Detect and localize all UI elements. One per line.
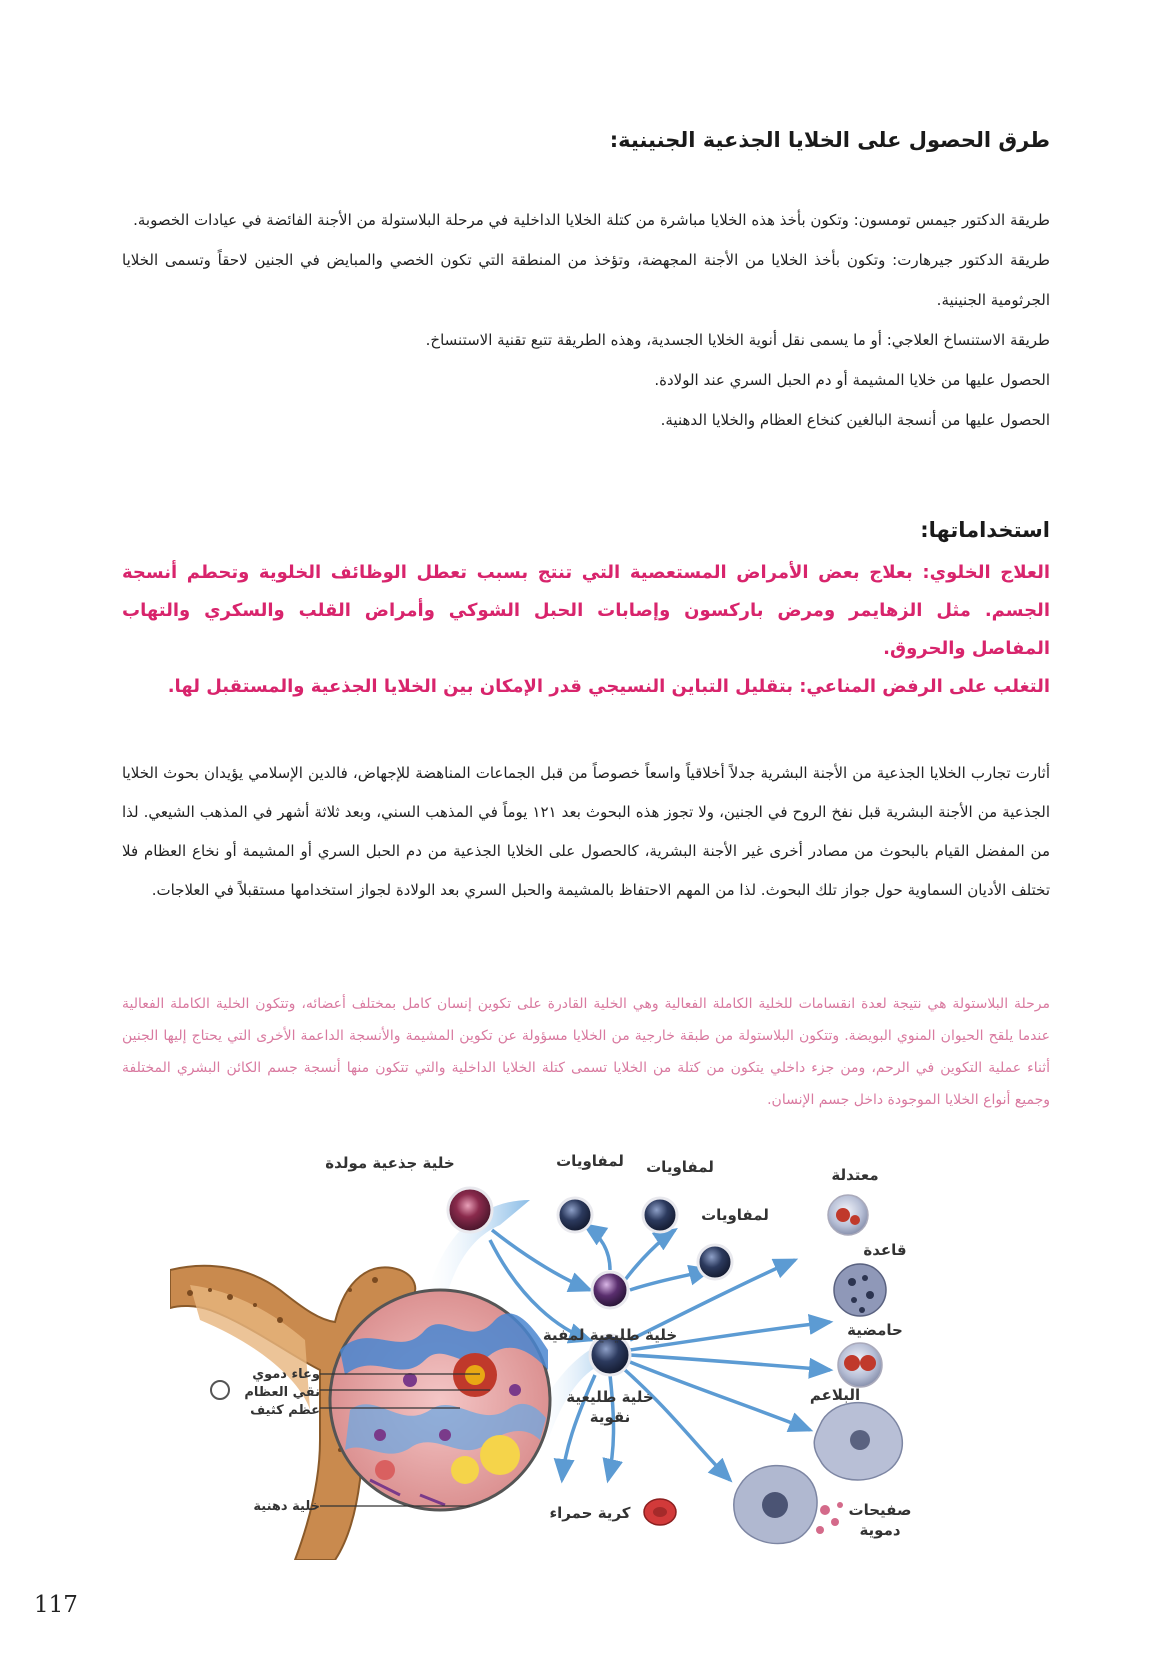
method-item: طريقة الدكتور جيمس تومسون: وتكون بأخذ هذه الخلايا مباشرة من كتلة الخلايا الداخلية في مرحلة البلاستولة من الأجنة الفائضة في عيادات الخصوبة. bbox=[133, 211, 1050, 229]
blastula-paragraph: مرحلة البلاستولة هي نتيجة لعدة انقسامات للخلية الكاملة الفعالية وهي الخلية القادرة على تكوين إنسان كامل بمختلف أعضائه، وتتكون الخلية الكاملة الفعالية عندما يلقح الحيوان المنوي البويضة. وتتكون البلاستولة من طبقة خارجية من الخلايا مسؤولة عن تكوين المشيمة والأنسجة الداعمة الأخرى التي يحتاج إليها الجنين أثناء عملية التكوين في الرحم، ومن جزء داخلي يتكون من كتلة من الخلايا تسمى كتلة الخلايا الداخلية والتي تتكون منها أنسجة جسم الكائن البشري المختلفة وجميع أنواع الخلايا الموجودة داخل جسم الإنسان. bbox=[122, 996, 1050, 1108]
method-item: طريقة الاستنساخ العلاجي: أو ما يسمى نقل أنوية الخلايا الجسدية، وهذه الطريقة تتبع تقنية الاستنساخ. bbox=[425, 331, 1050, 349]
label-basophil: قاعدة bbox=[863, 1241, 907, 1259]
label-fat-cell: خلية دهنية bbox=[253, 1499, 320, 1514]
method-item: الحصول عليها من أنسجة البالغين كنخاع العظام والخلايا الدهنية. bbox=[660, 411, 1050, 429]
page-number: 117 bbox=[34, 1592, 78, 1618]
label-platelets: دموية bbox=[859, 1521, 901, 1539]
ethics-paragraph: أثارت تجارب الخلايا الجذعية من الأجنة البشرية جدلاً أخلاقياً واسعاً خصوصاً من قبل الجماعات المناهضة للإجهاض، فالدين الإسلامي يؤيدان بحوث الخلايا الجذعية من الأجنة البشرية قبل نفخ الروح في الجنين، ولا تجوز هذه البحوث بعد ١٢١ يوماً في المذهب السني، وبعد ثلاثة أشهر في المذهب الشيعي. لذا من المفضل القيام بالبحوث من مصادر أخرى غير الأجنة البشرية، كالحصول على الخلايا الجذعية من دم الحبل السري أو المشيمة أو نخاع العظام فلا تختلف الأديان السماوية حول جواز تلك البحوث. لذا من المهم الاحتفاظ بالمشيمة والحبل السري بعد الولادة لجواز استخدامها مستقبلاً في العلاجات. bbox=[122, 764, 1050, 899]
lymphocyte-cell bbox=[558, 1198, 592, 1232]
label-lymphocytes: لمفاويات bbox=[556, 1152, 624, 1170]
label-lymphoid-progenitor: خلية طليعية لمفية bbox=[542, 1326, 678, 1344]
marrow-cross-section bbox=[330, 1290, 550, 1510]
label-lymphocytes: لمفاويات bbox=[646, 1158, 714, 1176]
lymphocyte-cell bbox=[643, 1198, 677, 1232]
use-item: العلاج الخلوي: بعلاج بعض الأمراض المستعصية التي تنتج بسبب تعطل الوظائف الخلوية وتحطم أنسجة الجسم. مثل الزهايمر ومرض باركسون وإصابات الحبل الشوكي وأمراض القلب والسكري والتهاب المفاصل والحروق. bbox=[122, 562, 1050, 659]
use-item: التغلب على الرفض المناعي: بتقليل التباين النسيجي قدر الإمكان بين الخلايا الجذعية والمستقبل لها. bbox=[167, 676, 1050, 697]
methods-heading: طرق الحصول على الخلايا الجذعية الجنينية: bbox=[609, 128, 1050, 152]
label-macrophage: البلاعم bbox=[809, 1386, 861, 1404]
lymphocyte-cell bbox=[698, 1245, 732, 1279]
label-myeloid-progenitor: نقوية bbox=[589, 1408, 631, 1426]
lymphoid-progenitor-cell bbox=[592, 1272, 628, 1308]
label-bone-marrow: نقي العظام bbox=[244, 1385, 320, 1400]
label-lymphocytes: لمفاويات bbox=[701, 1206, 769, 1224]
label-red-cell: كرية حمراء bbox=[549, 1504, 631, 1522]
label-eosinophil: حامضية bbox=[847, 1321, 903, 1339]
method-item: طريقة الدكتور جيرهارت: وتكون بأخذ الخلايا من الأجنة المجهضة، وتؤخذ من المنطقة التي تكون الخصي والمبايض في الجنين لاحقاً وتسمى الخلايا الجرثومية الجنينية. bbox=[122, 251, 1050, 309]
stem-cell-shape bbox=[448, 1188, 492, 1232]
label-blood-vessel: وعاء دموي bbox=[252, 1367, 320, 1382]
label-compact-bone: عظم كثيف bbox=[250, 1403, 320, 1418]
label-myeloid-progenitor: خلية طليعية bbox=[566, 1388, 654, 1406]
label-stem-cell: خلية جذعية مولدة bbox=[325, 1154, 455, 1172]
platelet-dot bbox=[816, 1526, 824, 1534]
platelet-dot bbox=[837, 1502, 843, 1508]
methods-list bbox=[122, 200, 1050, 440]
platelet-dot bbox=[820, 1505, 830, 1515]
method-item: الحصول عليها من خلايا المشيمة أو دم الحبل السري عند الولادة. bbox=[654, 371, 1050, 389]
platelet-dot bbox=[831, 1518, 839, 1526]
uses-heading: استخداماتها: bbox=[920, 518, 1050, 542]
uses-list bbox=[122, 554, 1050, 706]
hematopoiesis-diagram bbox=[170, 1150, 1040, 1560]
label-platelets: صفيحات bbox=[848, 1501, 912, 1519]
label-neutrophil: معتدلة bbox=[831, 1166, 879, 1184]
